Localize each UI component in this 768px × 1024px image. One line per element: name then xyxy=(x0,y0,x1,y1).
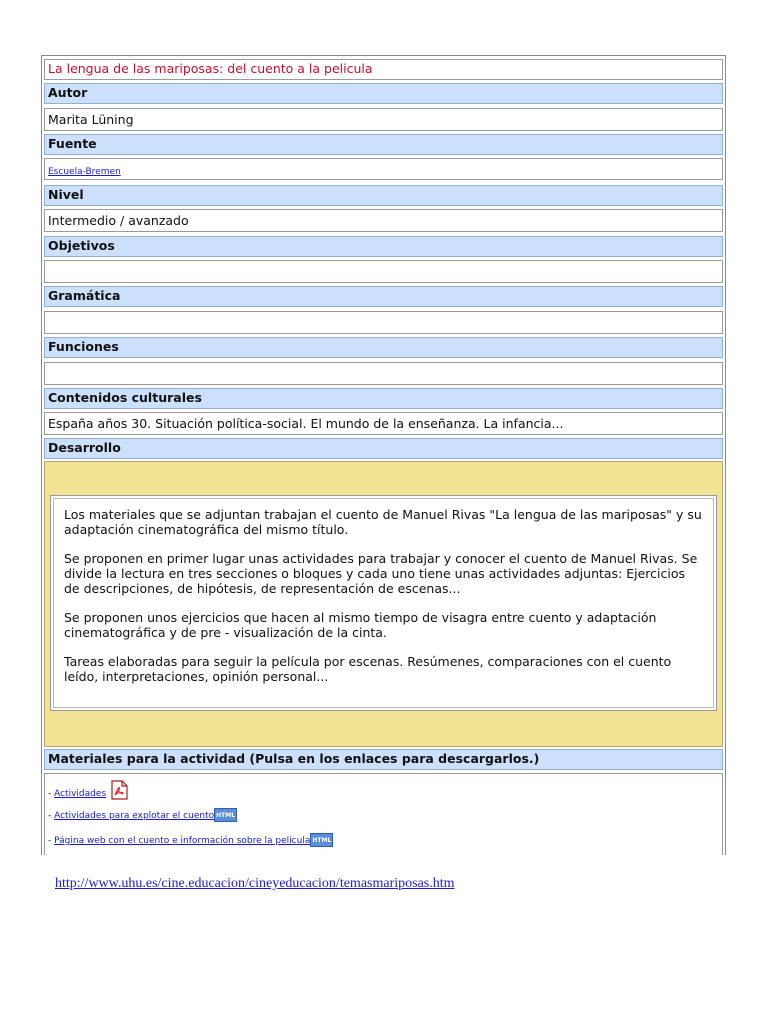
cuento-link[interactable]: Actividades para explotar el cuento xyxy=(54,811,215,821)
pdf-icon[interactable] xyxy=(111,780,128,800)
funciones-label: Funciones xyxy=(48,339,119,354)
list-bullet: - xyxy=(48,836,55,846)
autor-row xyxy=(44,108,723,131)
gramatica-row xyxy=(44,311,723,334)
autor-label: Autor xyxy=(48,85,88,100)
html-icon[interactable]: HTML xyxy=(310,833,333,847)
desarrollo-content xyxy=(53,498,714,708)
fuente-header xyxy=(44,134,723,155)
pagina-web-link[interactable]: Página web con el cuento e información sobre la película xyxy=(54,836,311,846)
nivel-row xyxy=(44,209,723,232)
contenidos-row xyxy=(44,412,723,435)
nivel-header xyxy=(44,185,723,206)
contenidos-value: España años 30. Situación política-social. El mundo de la enseñanza. La infancia... xyxy=(48,416,564,431)
desarrollo-paragraph: Tareas elaboradas para seguir la película por escenas. Resúmenes, comparaciones con el cuento leído, interpretaciones, opinión personal... xyxy=(64,654,672,684)
desarrollo-header xyxy=(44,438,723,459)
contenidos-header xyxy=(44,388,723,409)
gramatica-header xyxy=(44,286,723,307)
footer-url-link[interactable]: http://www.uhu.es/cine.educacion/cineyeducacion/temasmariposas.htm xyxy=(55,876,455,891)
fuente-link[interactable]: Escuela-Bremen xyxy=(48,167,121,177)
fuente-row xyxy=(44,158,723,180)
desarrollo-label: Desarrollo xyxy=(48,440,121,455)
gramatica-label: Gramática xyxy=(48,288,121,303)
nivel-value: Intermedio / avanzado xyxy=(48,213,189,228)
desarrollo-panel xyxy=(44,461,723,747)
objetivos-header xyxy=(44,236,723,257)
actividades-link[interactable]: Actividades xyxy=(54,789,107,799)
materiales-header xyxy=(44,749,723,770)
html-icon[interactable]: HTML xyxy=(214,808,237,822)
title-row xyxy=(44,59,723,80)
autor-header xyxy=(44,83,723,104)
materiales-label: Materiales para la actividad (Pulsa en los enlaces para descargarlos.) xyxy=(48,751,540,766)
funciones-header xyxy=(44,337,723,358)
list-bullet: - xyxy=(48,811,55,821)
contenidos-label: Contenidos culturales xyxy=(48,390,202,405)
desarrollo-paragraph: Se proponen unos ejercicios que hacen al mismo tiempo de visagra entre cuento y adaptación cinematográfica y de pre - visualización de la cinta. xyxy=(64,610,657,640)
list-bullet: - xyxy=(48,789,55,799)
autor-value: Marita Lüning xyxy=(48,112,134,127)
desarrollo-box xyxy=(50,495,717,711)
list-item xyxy=(48,780,128,800)
list-item xyxy=(48,833,333,847)
materiales-list xyxy=(44,773,723,855)
nivel-label: Nivel xyxy=(48,187,84,202)
page-title: La lengua de las mariposas: del cuento a la pelicula xyxy=(48,61,373,76)
desarrollo-paragraph: Los materiales que se adjuntan trabajan el cuento de Manuel Rivas "La lengua de las mariposas" y su adaptación cinematográfica del mismo título. xyxy=(64,507,702,537)
fuente-label: Fuente xyxy=(48,136,97,151)
objetivos-row xyxy=(44,260,723,283)
objetivos-label: Objetivos xyxy=(48,238,115,253)
funciones-row xyxy=(44,362,723,385)
list-item xyxy=(48,808,237,822)
desarrollo-paragraph: Se proponen en primer lugar unas actividades para trabajar y conocer el cuento de Manuel Rivas. Se divide la lectura en tres secciones o bloques y cada uno tiene unas actividades adjuntas: Ejercicios de descripciones, de hipótesis, de representación de escenas... xyxy=(64,551,698,596)
